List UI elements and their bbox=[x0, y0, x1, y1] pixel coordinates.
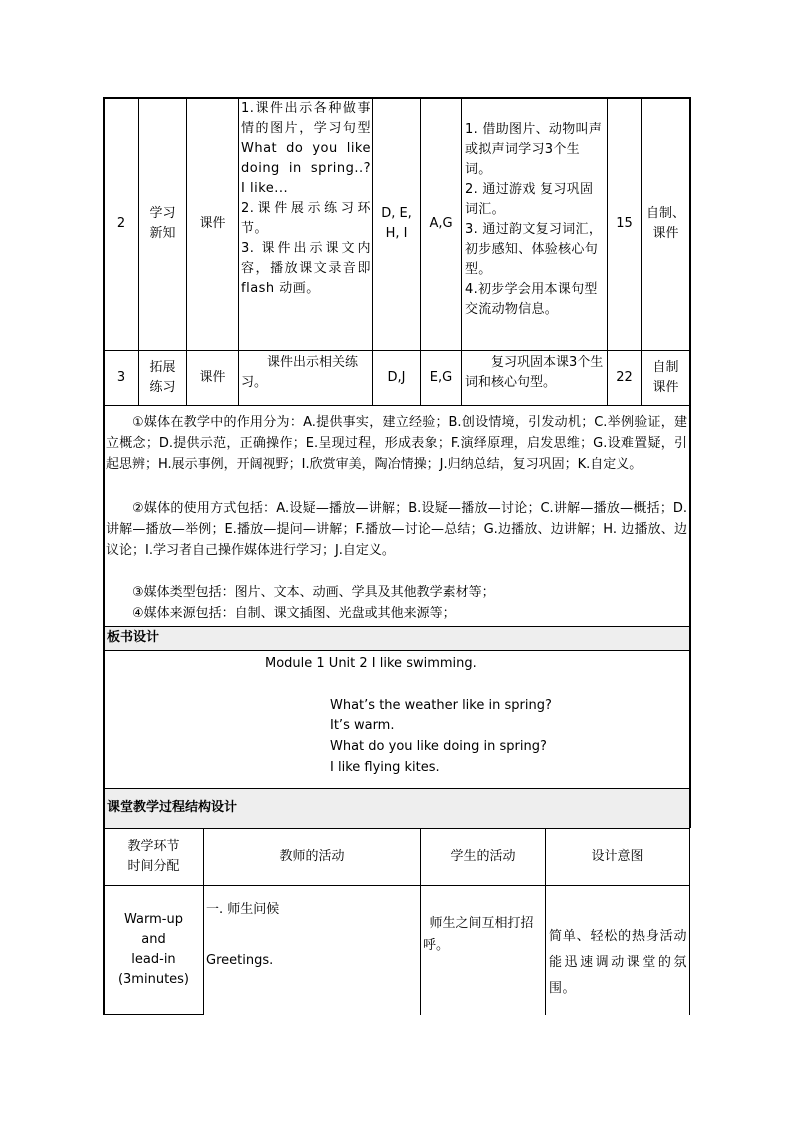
warmup-teacher-title: 一. 师生问候 bbox=[206, 902, 280, 917]
row2-media: 课件 bbox=[199, 216, 226, 231]
row3-source: 自制 课件 bbox=[652, 360, 679, 395]
row3-stage: 拓展 练习 bbox=[149, 360, 176, 395]
row2-number: 2 bbox=[116, 216, 126, 231]
warmup-stage: Warm-up and lead-in (3minutes) bbox=[117, 912, 190, 987]
row3-time: 22 bbox=[616, 370, 633, 385]
row3-effect: 复习巩固本课3个生词和核心句型。 bbox=[465, 355, 604, 390]
row3-media: 课件 bbox=[199, 370, 226, 385]
board-header: 板书设计 bbox=[107, 630, 160, 645]
row2-source: 自制、 课件 bbox=[645, 206, 685, 241]
process-header: 课堂教学过程结构设计 bbox=[107, 800, 238, 815]
row3-usage: E,G bbox=[429, 370, 453, 385]
col-teacher-header: 教师的活动 bbox=[279, 849, 345, 864]
note-media-role: ①媒体在教学中的作用分为：A.提供事实，建立经验；B.创设情境，引发动机；C.举例验证，建立概念；D.提供示范，正确操作；E.呈现过程，形成表象；F.演绎原理，启发思维；G.设难置疑，引起思辨；H.展示事例，开阔视野；I.欣赏审美，陶冶情操；J.归纳总结，复习巩固；K.自定义。 bbox=[106, 415, 687, 472]
row2-role: D, E, H, I bbox=[381, 206, 412, 241]
row2-effect: 1. 借助图片、动物叫声或拟声词学习3个生词。 2. 通过游戏 复习巩固词汇。 3. 通过韵文复习词汇，初步感知、体验核心句型。 4.初步学会用本课句型交流动物信息。 bbox=[465, 122, 603, 317]
row3-number: 3 bbox=[116, 370, 126, 385]
row2-usage: A,G bbox=[429, 216, 453, 231]
col-student-header: 学生的活动 bbox=[450, 849, 516, 864]
row2-stage: 学习 新知 bbox=[149, 206, 176, 241]
col-intent-header: 设计意图 bbox=[591, 849, 644, 864]
row3-content: 课件出示相关练习。 bbox=[241, 355, 359, 390]
note-media-source: ④媒体来源包括：自制、课文插图、光盘或其他来源等； bbox=[132, 606, 456, 621]
row2-time: 15 bbox=[616, 216, 633, 231]
warmup-teacher-body: Greetings. bbox=[206, 953, 274, 968]
row2-content: 1.课件出示各种做事情的图片，学习句型 What do you like doing in spring..? I like... 2.课件展示练习环节。 3. 课件出示课文内容，播放课文录音即 flash 动画。 bbox=[241, 101, 371, 296]
row3-role: D,J bbox=[387, 370, 406, 385]
warmup-intent: 简单、轻松的热身活动能迅速调动课堂的氛围。 bbox=[549, 929, 687, 996]
board-line-2: It’s warm. bbox=[330, 718, 395, 733]
board-line-3: What do you like doing in spring? bbox=[330, 739, 547, 754]
col-stage-time-header: 教学环节 时间分配 bbox=[127, 839, 180, 874]
board-line-4: I like flying kites. bbox=[330, 760, 440, 775]
note-media-type: ③媒体类型包括：图片、文本、动画、学具及其他教学素材等； bbox=[132, 585, 495, 600]
board-line-1: What’s the weather like in spring? bbox=[330, 698, 552, 713]
warmup-student: 师生之间互相打招呼。 bbox=[423, 916, 534, 953]
note-media-usage: ②媒体的使用方式包括：A.设疑—播放—讲解；B.设疑—播放—讨论；C.讲解—播放—概括；D.讲解—播放—举例；E.播放—提问—讲解；F.播放—讨论—总结；G.边播放、边讲解；H. 边播放、边议论；I.学习者自己操作媒体进行学习；J.自定义。 bbox=[106, 501, 687, 558]
board-title: Module 1 Unit 2 I like swimming. bbox=[265, 656, 477, 671]
